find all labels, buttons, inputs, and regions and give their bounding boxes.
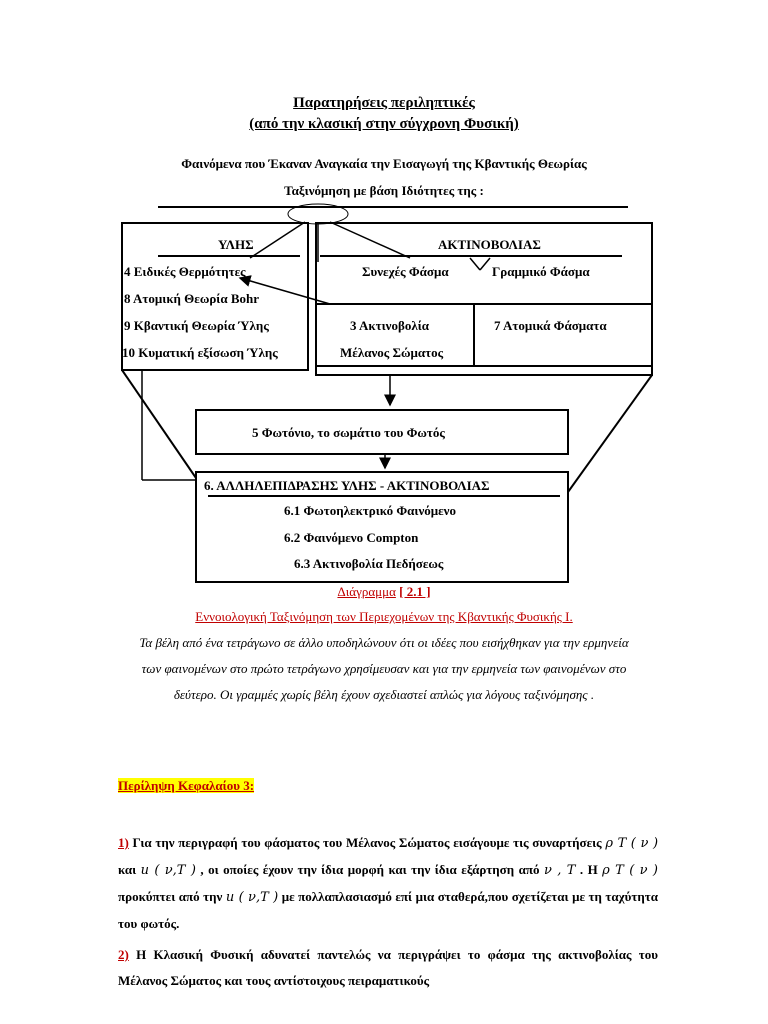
interaction-item: 6.3 Ακτινοβολία Πεδήσεως	[294, 556, 444, 571]
interaction-item: 6.1 Φωτοηλεκτρικό Φαινόμενο	[284, 503, 456, 518]
blackbody-label-1: 3 Ακτινοβολία	[350, 318, 429, 333]
summary-paragraph-2	[118, 942, 658, 994]
caption-line: Τα βέλη από ένα τετράγωνο σε άλλο υποδηλώνουν ότι οι ιδέες που εισήχθηκαν για την ερμηνεία	[139, 635, 629, 650]
interaction-item: 6.2 Φαινόμενο Compton	[284, 530, 419, 545]
atomic-spectra-label: 7 Ατομικά Φάσματα	[494, 318, 607, 333]
caption-line: των φαινομένων στο πρώτο τετράγωνο χρησίμευσαν και για την ερμηνεία των φαινομένων στο	[141, 661, 627, 676]
matter-item: 4 Ειδικές Θερμότητες	[124, 264, 246, 279]
page-title: Παρατηρήσεις περιληπτικές	[293, 95, 475, 111]
summary-heading-text: Περίληψη Κεφαλαίου 3:	[118, 778, 255, 793]
p1-text-c: , οι οποίες έχουν την ίδια μορφή και την ίδια εξάρτηση από	[195, 862, 544, 877]
paragraph-number: 1)	[118, 835, 129, 850]
page-subtitle: (από την κλασική στην σύγχρονη Φυσική)	[249, 116, 519, 132]
blackbody-label-2: Μέλανος Σώματος	[340, 345, 444, 360]
phenomena-heading: Φαινόμενα που Έκαναν Αναγκαία την Εισαγωγή της Κβαντικής Θεωρίας	[181, 156, 587, 171]
p1-text-b: και	[118, 862, 141, 877]
p2-text: Η Κλασική Φυσική αδυνατεί παντελώς να περιγράψει το φάσμα της ακτινοβολίας του Μέλανος Σώματος και τους αντίστοιχους πειραματικούς	[118, 947, 658, 988]
caption-line: δεύτερο. Οι γραμμές χωρίς βέλη έχουν σχεδιαστεί απλώς για λόγους ταξινόμησης .	[173, 687, 595, 702]
p1-text-e: προκύπτει από την	[118, 889, 226, 904]
p1-text-f: με πολλαπλασιασμό επί μια σταθερά,που σχετίζεται με τη ταχύτητα του φωτός.	[118, 889, 659, 931]
line-spectrum: Γραμμικό Φάσμα	[492, 264, 590, 279]
u-symbol: u ( ν,T )	[225, 890, 279, 905]
rho-symbol: ρ T ( ν )	[602, 863, 658, 878]
matter-item: 8 Ατομική Θεωρία Bohr	[124, 291, 259, 306]
u-symbol: u ( ν,T )	[140, 863, 196, 878]
continuous-spectrum: Συνεχές Φάσμα	[362, 264, 449, 279]
matter-item: 10 Κυματική εξίσωση Ύλης	[122, 345, 278, 360]
concept-title: Εννοιολογική Ταξινόμηση των Περιεχομένων της Κβαντικής Φυσικής Ι.	[195, 609, 573, 624]
atomic-spectra-box	[474, 304, 652, 366]
summary-paragraph-1	[118, 830, 658, 937]
p1-text-a: Για την περιγραφή του φάσματος του Μέλανος Σώματος εισάγουμε τις συναρτήσεις	[128, 835, 606, 850]
radiation-heading: ΑΚΤΙΝΟΒΟΛΙΑΣ	[438, 237, 541, 252]
rho-symbol: ρ T ( ν )	[605, 836, 659, 851]
p1-text-d: . Η	[575, 862, 603, 877]
diagram-label	[0, 584, 768, 600]
photon-label: 5 Φωτόνιο, το σωμάτιο του Φωτός	[252, 425, 445, 440]
matter-heading: ΥΛΗΣ	[218, 237, 254, 252]
paragraph-number: 2)	[118, 947, 129, 962]
summary-heading	[118, 778, 254, 794]
matter-item: 9 Κβαντική Θεωρία Ύλης	[124, 318, 269, 333]
interaction-heading: 6. ΑΛΛΗΛΕΠΙΔΡΑΣΗΣ ΥΛΗΣ - ΑΚΤΙΝΟΒΟΛΙΑΣ	[204, 478, 490, 493]
diagram-label-text: Διάγραμμα	[337, 584, 396, 599]
diagram-ref[interactable]: [ 2.1 ]	[399, 584, 431, 599]
classification-heading: Ταξινόμηση με βάση Ιδιότητες της :	[284, 183, 484, 198]
nu-t-symbol: ν , T	[543, 863, 576, 878]
